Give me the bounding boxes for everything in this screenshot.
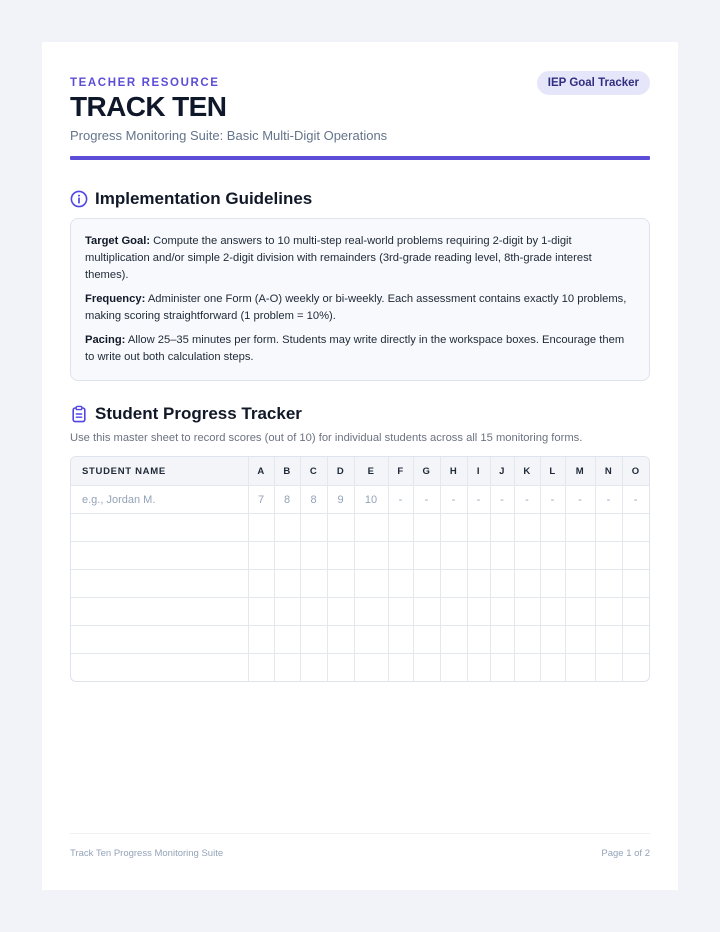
- score-cell[interactable]: [413, 598, 440, 626]
- score-cell[interactable]: [354, 570, 388, 598]
- example-row: [71, 486, 649, 514]
- column-header-form-h: H: [440, 457, 467, 486]
- column-header-form-e: E: [354, 457, 388, 486]
- score-cell[interactable]: [248, 542, 274, 570]
- tracker-heading-row: [70, 403, 650, 425]
- column-header-form-d: D: [327, 457, 354, 486]
- score-cell[interactable]: [490, 514, 514, 542]
- score-cell[interactable]: [440, 654, 467, 682]
- student-name-cell[interactable]: [71, 598, 248, 626]
- score-cell[interactable]: [490, 626, 514, 654]
- guideline-label: Frequency:: [85, 293, 146, 305]
- score-cell[interactable]: [565, 570, 595, 598]
- column-header-form-c: C: [300, 457, 327, 486]
- tracker-heading: Student Progress Tracker: [95, 404, 302, 423]
- score-cell[interactable]: [565, 514, 595, 542]
- score-cell[interactable]: [327, 598, 354, 626]
- score-cell[interactable]: [540, 514, 565, 542]
- column-header-form-m: M: [565, 457, 595, 486]
- student-name-cell[interactable]: [71, 542, 248, 570]
- score-cell[interactable]: [467, 654, 490, 682]
- eyebrow-label: TEACHER RESOURCE: [70, 77, 220, 89]
- page-subtitle: Progress Monitoring Suite: Basic Multi-Digit Operations: [70, 128, 388, 143]
- score-cell[interactable]: [354, 514, 388, 542]
- progress-table: [70, 456, 650, 682]
- tracker-description: Use this master sheet to record scores (out of 10) for individual students across all 15 monitoring forms.: [70, 432, 583, 444]
- student-name-cell[interactable]: [71, 570, 248, 598]
- score-cell[interactable]: [540, 570, 565, 598]
- score-cell[interactable]: [540, 654, 565, 682]
- guidelines-heading-row: [70, 188, 650, 210]
- guideline-target-goal: [85, 233, 635, 284]
- student-name-cell[interactable]: [71, 626, 248, 654]
- guideline-pacing: [85, 332, 635, 366]
- guidelines-heading: Implementation Guidelines: [95, 189, 313, 208]
- clipboard-icon: [70, 405, 88, 423]
- example-score-cell: 8: [274, 486, 300, 514]
- example-score-cell: 9: [327, 486, 354, 514]
- score-cell[interactable]: [327, 626, 354, 654]
- score-cell[interactable]: [248, 570, 274, 598]
- score-cell[interactable]: [467, 542, 490, 570]
- example-score-cell: -: [490, 486, 514, 514]
- column-header-form-a: A: [248, 457, 274, 486]
- column-header-form-l: L: [540, 457, 565, 486]
- info-icon: [70, 190, 88, 208]
- example-student-name: e.g., Jordan M.: [71, 486, 248, 514]
- header-divider: [70, 156, 650, 160]
- score-cell[interactable]: [274, 654, 300, 682]
- score-cell[interactable]: [300, 654, 327, 682]
- score-cell[interactable]: [595, 626, 622, 654]
- table-row: [71, 570, 649, 598]
- score-cell[interactable]: [490, 598, 514, 626]
- score-cell[interactable]: [274, 514, 300, 542]
- score-cell[interactable]: [622, 598, 649, 626]
- score-cell[interactable]: [440, 514, 467, 542]
- score-cell[interactable]: [248, 654, 274, 682]
- score-cell[interactable]: [300, 542, 327, 570]
- score-cell[interactable]: [514, 570, 540, 598]
- score-cell[interactable]: [595, 598, 622, 626]
- score-cell[interactable]: [440, 598, 467, 626]
- page-footer: [70, 833, 650, 859]
- column-header-form-j: J: [490, 457, 514, 486]
- score-cell[interactable]: [622, 654, 649, 682]
- score-cell[interactable]: [413, 626, 440, 654]
- example-score-cell: -: [388, 486, 413, 514]
- column-header-form-o: O: [622, 457, 649, 486]
- column-header-form-i: I: [467, 457, 490, 486]
- score-cell[interactable]: [248, 514, 274, 542]
- score-cell[interactable]: [565, 598, 595, 626]
- example-score-cell: -: [514, 486, 540, 514]
- score-cell[interactable]: [490, 542, 514, 570]
- table-row: [71, 654, 649, 682]
- score-cell[interactable]: [274, 542, 300, 570]
- score-cell[interactable]: [413, 514, 440, 542]
- score-cell[interactable]: [248, 626, 274, 654]
- guideline-text: Allow 25–35 minutes per form. Students may write directly in the workspace boxes. Encourage them to write out both calculation steps.: [85, 334, 625, 363]
- score-cell[interactable]: [540, 542, 565, 570]
- guidelines-box: [70, 218, 650, 381]
- guideline-text: Administer one Form (A-O) weekly or bi-weekly. Each assessment contains exactly 10 problems, making scoring straightforward (1 problem = 10%).: [85, 293, 627, 322]
- table-row: [71, 514, 649, 542]
- table-row: [71, 542, 649, 570]
- column-header-form-n: N: [595, 457, 622, 486]
- score-cell[interactable]: [514, 542, 540, 570]
- score-cell[interactable]: [327, 570, 354, 598]
- score-cell[interactable]: [595, 570, 622, 598]
- example-score-cell: -: [467, 486, 490, 514]
- guideline-label: Target Goal:: [85, 235, 151, 247]
- score-cell[interactable]: [565, 542, 595, 570]
- column-header-form-k: K: [514, 457, 540, 486]
- score-cell[interactable]: [300, 598, 327, 626]
- score-cell[interactable]: [354, 654, 388, 682]
- score-cell[interactable]: [514, 598, 540, 626]
- student-name-cell[interactable]: [71, 514, 248, 542]
- page-header: [70, 70, 650, 188]
- example-score-cell: -: [565, 486, 595, 514]
- score-cell[interactable]: [514, 654, 540, 682]
- example-score-cell: 8: [300, 486, 327, 514]
- score-cell[interactable]: [467, 570, 490, 598]
- score-cell[interactable]: [354, 626, 388, 654]
- score-cell[interactable]: [354, 598, 388, 626]
- score-cell[interactable]: [274, 570, 300, 598]
- score-cell[interactable]: [467, 514, 490, 542]
- score-cell[interactable]: [413, 542, 440, 570]
- example-score-cell: -: [595, 486, 622, 514]
- score-cell[interactable]: [595, 542, 622, 570]
- score-cell[interactable]: [274, 598, 300, 626]
- score-cell[interactable]: [490, 570, 514, 598]
- score-cell[interactable]: [300, 626, 327, 654]
- document-page: [42, 42, 678, 890]
- guideline-label: Pacing:: [85, 334, 126, 346]
- score-cell[interactable]: [467, 626, 490, 654]
- table-row: [71, 598, 649, 626]
- footer-title: Track Ten Progress Monitoring Suite: [70, 848, 224, 859]
- score-cell[interactable]: [440, 570, 467, 598]
- column-header-form-g: G: [413, 457, 440, 486]
- score-cell[interactable]: [565, 654, 595, 682]
- score-cell[interactable]: [327, 542, 354, 570]
- column-header-form-f: F: [388, 457, 413, 486]
- example-score-cell: 10: [354, 486, 388, 514]
- score-cell[interactable]: [540, 626, 565, 654]
- table-body: [71, 486, 649, 682]
- score-cell[interactable]: [514, 514, 540, 542]
- score-cell[interactable]: [467, 598, 490, 626]
- score-cell[interactable]: [248, 598, 274, 626]
- example-score-cell: -: [440, 486, 467, 514]
- example-score-cell: -: [622, 486, 649, 514]
- score-cell[interactable]: [622, 542, 649, 570]
- score-cell[interactable]: [595, 654, 622, 682]
- iep-badge: IEP Goal Tracker: [537, 71, 650, 95]
- score-cell[interactable]: [622, 514, 649, 542]
- score-cell[interactable]: [388, 514, 413, 542]
- page-number: Page 1 of 2: [601, 848, 650, 859]
- example-score-cell: 7: [248, 486, 274, 514]
- score-cell[interactable]: [300, 570, 327, 598]
- score-cell[interactable]: [514, 626, 540, 654]
- column-header-form-b: B: [274, 457, 300, 486]
- score-cell[interactable]: [565, 626, 595, 654]
- example-score-cell: -: [540, 486, 565, 514]
- score-cell[interactable]: [440, 626, 467, 654]
- score-cell[interactable]: [540, 598, 565, 626]
- column-header-student-name: STUDENT NAME: [71, 457, 248, 486]
- score-cell[interactable]: [274, 626, 300, 654]
- table-header-row: [71, 457, 649, 486]
- score-cell[interactable]: [413, 654, 440, 682]
- score-cell[interactable]: [327, 514, 354, 542]
- score-cell[interactable]: [413, 570, 440, 598]
- guideline-frequency: [85, 291, 635, 325]
- student-name-cell[interactable]: [71, 654, 248, 682]
- guideline-text: Compute the answers to 10 multi-step real-world problems requiring 2-digit by 1-digit multiplication and/or simple 2-digit division with remainders (3rd-grade reading level, 8th-grade interest themes).: [85, 235, 592, 281]
- score-cell[interactable]: [622, 626, 649, 654]
- score-cell[interactable]: [300, 514, 327, 542]
- score-cell[interactable]: [622, 570, 649, 598]
- score-cell[interactable]: [327, 654, 354, 682]
- table-row: [71, 626, 649, 654]
- score-cell[interactable]: [440, 542, 467, 570]
- example-score-cell: -: [413, 486, 440, 514]
- score-cell[interactable]: [388, 598, 413, 626]
- score-cell[interactable]: [388, 626, 413, 654]
- score-cell[interactable]: [354, 542, 388, 570]
- score-cell[interactable]: [388, 570, 413, 598]
- page-title: TRACK TEN: [70, 91, 227, 122]
- score-cell[interactable]: [388, 654, 413, 682]
- score-cell[interactable]: [388, 542, 413, 570]
- score-cell[interactable]: [490, 654, 514, 682]
- score-cell[interactable]: [595, 514, 622, 542]
